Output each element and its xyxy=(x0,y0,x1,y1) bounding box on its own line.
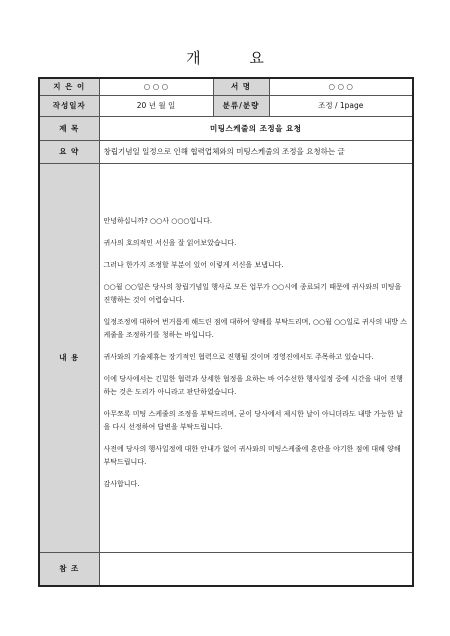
date-row xyxy=(39,95,413,116)
subject-row xyxy=(39,116,413,140)
signature-value: ○ ○ ○ xyxy=(269,78,413,95)
subject-value: 미팅스케줄의 조정을 요청 xyxy=(99,116,413,140)
reference-row xyxy=(39,552,413,586)
signature-label: 서 명 xyxy=(213,78,269,95)
author-label: 지 은 이 xyxy=(39,78,99,95)
content-row xyxy=(39,163,413,552)
date-value: 20 년 월 일 xyxy=(99,95,213,116)
category-value: 조정 / 1page xyxy=(269,95,413,116)
body-paragraph-9: 사전에 당사의 행사일정에 대한 안내가 없어 귀사와의 미팅스케줄에 혼란을 야기한 점에 대해 양해 부탁드립니다. xyxy=(103,445,401,466)
body-paragraph-8: 아무쪼록 미팅 스케줄의 조정을 부탁드리며, 굳이 당사에서 제시한 날이 아니더라도 내방 가능한 날을 다시 선정하여 답변을 부탁드립니다. xyxy=(103,410,403,431)
author-row xyxy=(39,78,413,95)
body-paragraph-3: 그러나 한가지 조정할 부분이 있어 이렇게 서신을 보냅니다. xyxy=(103,261,284,269)
body-paragraph-7: 이에 당사에서는 긴밀한 협력과 상세한 협정을 요하는 바 어수선한 행사일정 중에 시간을 내어 진행하는 것은 도리가 아니라고 판단하였습니다. xyxy=(103,375,403,396)
summary-row xyxy=(39,140,413,163)
summary-value: 창립기념일 일정으로 인해 협력업체와의 미팅스케줄의 조정을 요청하는 글 xyxy=(99,140,413,163)
category-label: 분류/분량 xyxy=(213,95,269,116)
content-body xyxy=(99,163,413,552)
date-label: 작성일자 xyxy=(39,95,99,116)
summary-label: 요 약 xyxy=(39,140,99,163)
body-paragraph-10: 감사합니다. xyxy=(103,480,140,488)
body-paragraph-5: 일정조정에 대하여 번거롭게 해드린 점에 대하여 양해를 부탁드리며, ○○월 ○○일로 귀사의 내방 스케줄을 조정하기를 청하는 바입니다. xyxy=(103,318,408,339)
document-title: 개 요 xyxy=(186,49,286,67)
reference-label: 참 조 xyxy=(39,552,99,586)
body-paragraph-2: 귀사의 호의적인 서신을 잘 읽어보았습니다. xyxy=(103,239,237,247)
body-paragraph-4: ○○월 ○○일은 당사의 창립기념일 행사로 모든 업무가 ○○시에 종료되기 때문에 귀사와의 미팅을 진행하는 것이 어렵습니다. xyxy=(103,283,402,304)
content-label: 내 용 xyxy=(39,163,99,552)
summary-form-table xyxy=(38,77,414,587)
subject-label: 제 목 xyxy=(39,116,99,140)
body-paragraph-6: 귀사와의 기술제휴는 장기적인 협력으로 진행될 것이며 경영진에서도 주목하고 있습니다. xyxy=(103,353,374,361)
reference-value xyxy=(99,552,413,586)
author-value: ○ ○ ○ xyxy=(99,78,213,95)
body-paragraph-1: 안녕하십니까? ○○사 ○○○입니다. xyxy=(103,217,213,225)
